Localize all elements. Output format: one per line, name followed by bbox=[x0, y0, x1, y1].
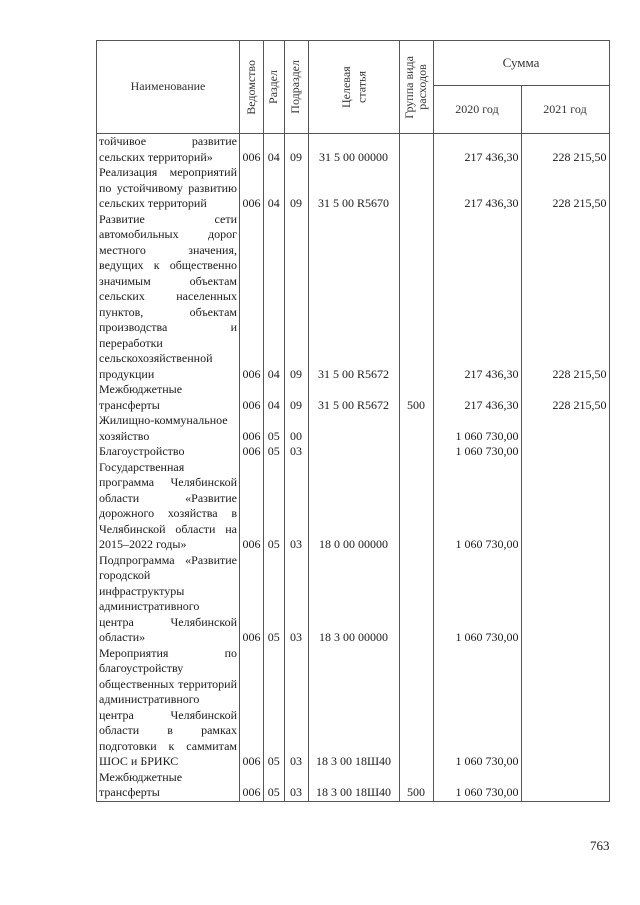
row-sum-2021: 228 215,50 bbox=[521, 134, 609, 166]
row-name: Мероприятия по благоустройству общественных территорий административного центра Челябинской области в рамках подготовки к саммитам ШОС и БРИКС bbox=[97, 646, 240, 770]
row-sum-2020: 217 436,30 bbox=[433, 382, 521, 413]
header-group bbox=[403, 56, 429, 119]
row-name: Развитие сети автомобильных дорог местного значения, ведущих к общественно значимым объектам сельских населенных пунктов, объектам производства и переработки сельскохозяйственной продукции bbox=[97, 212, 240, 383]
header-vedomstvo-cell bbox=[240, 41, 264, 134]
row-sum-2020: 217 436,30 bbox=[433, 134, 521, 166]
row-razdel: 05 bbox=[264, 413, 285, 444]
header-target-cell bbox=[308, 41, 399, 134]
table-row bbox=[97, 212, 610, 383]
row-group bbox=[399, 553, 433, 646]
row-sum-2020: 217 436,30 bbox=[433, 165, 521, 212]
table-row bbox=[97, 413, 610, 444]
row-name: Межбюджетные трансферты bbox=[97, 382, 240, 413]
header-name: Наименование bbox=[97, 41, 240, 134]
header-group-line1: Группа вида bbox=[402, 55, 416, 119]
row-podrazdel: 09 bbox=[284, 165, 308, 212]
table-row bbox=[97, 382, 610, 413]
table-row bbox=[97, 553, 610, 646]
row-sum-2020: 1 060 730,00 bbox=[433, 646, 521, 770]
row-group bbox=[399, 460, 433, 553]
row-podrazdel: 09 bbox=[284, 382, 308, 413]
header-podrazdel-cell bbox=[284, 41, 308, 134]
row-razdel: 05 bbox=[264, 646, 285, 770]
row-group bbox=[399, 212, 433, 383]
row-podrazdel: 03 bbox=[284, 444, 308, 460]
row-vedomstvo: 006 bbox=[240, 165, 264, 212]
row-razdel: 04 bbox=[264, 382, 285, 413]
header-podrazdel: Подраздел bbox=[288, 60, 303, 114]
table-row bbox=[97, 134, 610, 166]
row-vedomstvo: 006 bbox=[240, 382, 264, 413]
row-podrazdel: 09 bbox=[284, 212, 308, 383]
row-sum-2020: 1 060 730,00 bbox=[433, 413, 521, 444]
row-sum-2021: 228 215,50 bbox=[521, 382, 609, 413]
row-target: 18 3 00 18Ш40 bbox=[308, 646, 399, 770]
header-sum: Сумма bbox=[433, 41, 609, 86]
row-vedomstvo: 006 bbox=[240, 444, 264, 460]
header-target: Целевая статья bbox=[338, 66, 368, 108]
row-razdel: 04 bbox=[264, 134, 285, 166]
header-razdel: Раздел bbox=[266, 70, 280, 104]
row-razdel: 05 bbox=[264, 770, 285, 802]
table-row bbox=[97, 460, 610, 553]
row-sum-2021 bbox=[521, 460, 609, 553]
row-name: Реализация мероприятий по устойчивому развитию сельских территорий bbox=[97, 165, 240, 212]
row-sum-2021 bbox=[521, 646, 609, 770]
row-vedomstvo: 006 bbox=[240, 770, 264, 802]
row-podrazdel: 03 bbox=[284, 770, 308, 802]
row-podrazdel: 03 bbox=[284, 553, 308, 646]
row-sum-2020: 1 060 730,00 bbox=[433, 770, 521, 802]
row-group bbox=[399, 646, 433, 770]
row-group bbox=[399, 413, 433, 444]
row-target: 18 3 00 18Ш40 bbox=[308, 770, 399, 802]
row-razdel: 05 bbox=[264, 460, 285, 553]
row-podrazdel: 03 bbox=[284, 460, 308, 553]
row-razdel: 04 bbox=[264, 212, 285, 383]
row-name: Межбюджетные трансферты bbox=[97, 770, 240, 802]
row-target: 31 5 00 R5670 bbox=[308, 165, 399, 212]
budget-table bbox=[96, 40, 610, 802]
row-vedomstvo: 006 bbox=[240, 553, 264, 646]
row-group bbox=[399, 165, 433, 212]
table-row bbox=[97, 770, 610, 802]
row-vedomstvo: 006 bbox=[240, 413, 264, 444]
row-vedomstvo: 006 bbox=[240, 646, 264, 770]
header-vedomstvo: Ведомство bbox=[243, 59, 258, 115]
row-sum-2020: 1 060 730,00 bbox=[433, 553, 521, 646]
row-target bbox=[308, 413, 399, 444]
row-sum-2021 bbox=[521, 553, 609, 646]
row-sum-2021: 228 215,50 bbox=[521, 212, 609, 383]
header-year-2021: 2021 год bbox=[521, 86, 609, 134]
row-podrazdel: 03 bbox=[284, 646, 308, 770]
row-name: Благоустройство bbox=[97, 444, 240, 460]
row-target: 18 0 00 00000 bbox=[308, 460, 399, 553]
row-sum-2021: 228 215,50 bbox=[521, 165, 609, 212]
row-group: 500 bbox=[399, 770, 433, 802]
page-number: 763 bbox=[590, 838, 610, 853]
row-vedomstvo: 006 bbox=[240, 212, 264, 383]
header-group-cell bbox=[399, 41, 433, 134]
header-group-line2: расходов bbox=[415, 64, 429, 110]
row-razdel: 05 bbox=[264, 444, 285, 460]
row-target: 18 3 00 00000 bbox=[308, 553, 399, 646]
row-sum-2020: 217 436,30 bbox=[433, 212, 521, 383]
table-row bbox=[97, 646, 610, 770]
row-podrazdel: 00 bbox=[284, 413, 308, 444]
table-row bbox=[97, 165, 610, 212]
row-razdel: 04 bbox=[264, 165, 285, 212]
row-sum-2021 bbox=[521, 770, 609, 802]
row-sum-2020: 1 060 730,00 bbox=[433, 444, 521, 460]
row-target: 31 5 00 R5672 bbox=[308, 212, 399, 383]
table-row bbox=[97, 444, 610, 460]
row-group bbox=[399, 134, 433, 166]
header-year-2020: 2020 год bbox=[433, 86, 521, 134]
row-name: тойчивое развитие сельских территорий» bbox=[97, 134, 240, 166]
row-podrazdel: 09 bbox=[284, 134, 308, 166]
row-name: Подпрограмма «Развитие городской инфраструктуры административного центра Челябинской области» bbox=[97, 553, 240, 646]
header-razdel-cell bbox=[264, 41, 285, 134]
row-name: Жилищно-коммунальное хозяйство bbox=[97, 413, 240, 444]
row-name: Государственная программа Челябинской области «Развитие дорожного хозяйства в Челябинской области на 2015–2022 годы» bbox=[97, 460, 240, 553]
row-group bbox=[399, 444, 433, 460]
row-sum-2021 bbox=[521, 413, 609, 444]
row-target bbox=[308, 444, 399, 460]
row-target: 31 5 00 R5672 bbox=[308, 382, 399, 413]
row-sum-2021 bbox=[521, 444, 609, 460]
row-razdel: 05 bbox=[264, 553, 285, 646]
row-group: 500 bbox=[399, 382, 433, 413]
row-vedomstvo: 006 bbox=[240, 460, 264, 553]
row-target: 31 5 00 00000 bbox=[308, 134, 399, 166]
row-vedomstvo: 006 bbox=[240, 134, 264, 166]
row-sum-2020: 1 060 730,00 bbox=[433, 460, 521, 553]
